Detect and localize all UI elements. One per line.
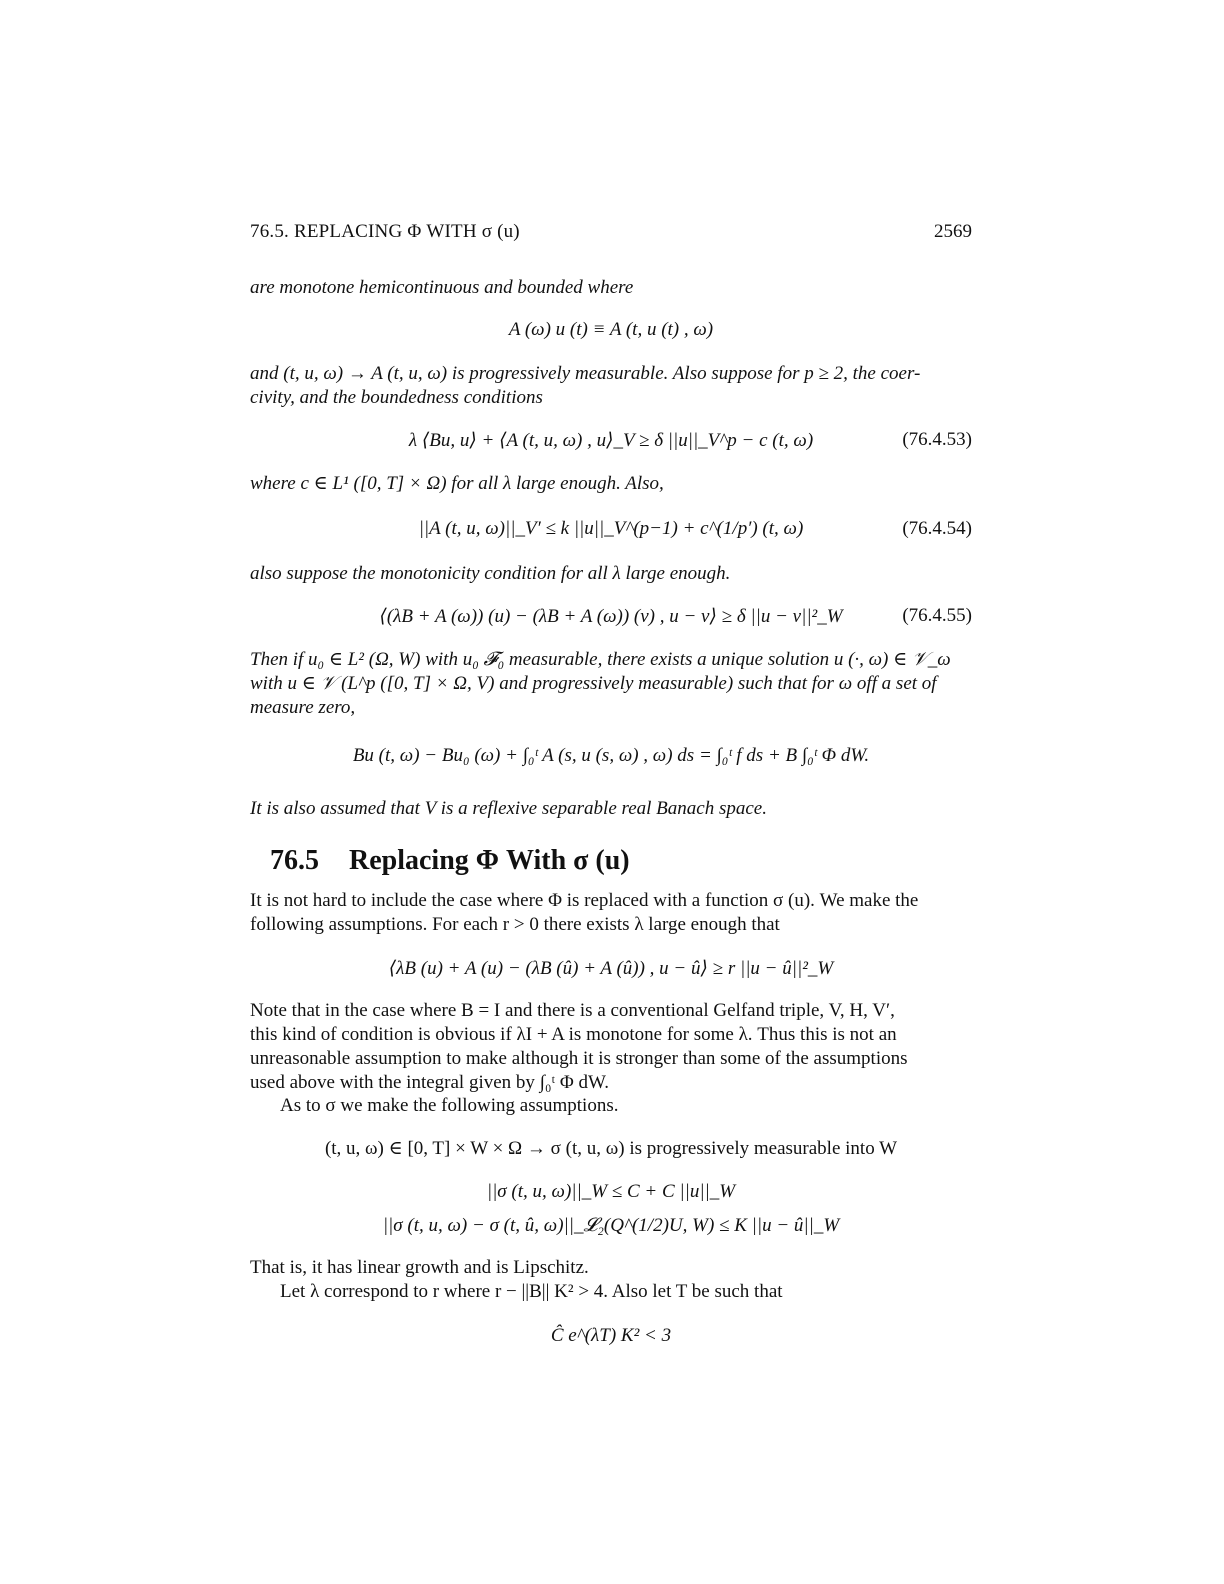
paragraph-lambda-r: Let λ correspond to r where r − ||B|| K² > 4. Also let T be such that bbox=[280, 1281, 783, 1302]
paragraph-intro-sigma bbox=[250, 889, 972, 937]
section-number: 76.5 bbox=[270, 845, 319, 876]
paragraph-line: this kind of condition is obvious if λI + A is monotone for some λ. Thus this is not an bbox=[250, 1024, 897, 1045]
paragraph-banach-space: It is also assumed that V is a reflexive separable real Banach space. bbox=[250, 798, 767, 819]
equation-number: (76.4.55) bbox=[902, 605, 972, 626]
paragraph-monotone: are monotone hemicontinuous and bounded where bbox=[250, 277, 634, 298]
equation-sigma-measurable: (t, u, ω) ∈ [0, T] × W × Ω → σ (t, u, ω) is progressively measurable into W bbox=[324, 1138, 898, 1159]
section-title: Replacing Φ With σ (u) bbox=[349, 845, 630, 876]
running-head-text: 76.5. REPLACING Φ WITH σ (u) bbox=[250, 221, 520, 242]
paragraph-line: used above with the integral given by ∫₀ᵗ Φ dW. bbox=[250, 1072, 609, 1093]
equation-sigma-growth: ||σ (t, u, ω)||_W ≤ C + C ||u||_W bbox=[486, 1181, 736, 1202]
paragraph-line: with u ∈ 𝒱 (L^p ([0, T] × Ω, V) and progressively measurable) such that for ω off a set of bbox=[250, 673, 937, 694]
paragraph-line: Note that in the case where B = I and there is a conventional Gelfand triple, V, H, V′, bbox=[250, 1000, 895, 1021]
paragraph-line: and (t, u, ω) → A (t, u, ω) is progressively measurable. Also suppose for p ≥ 2, the coer- bbox=[250, 363, 921, 384]
paragraph-line: Then if u₀ ∈ L² (Ω, W) with u₀ 𝓕₀ measurable, there exists a unique solution u (·, ω) ∈ 𝒱_ω bbox=[250, 649, 951, 670]
equation-76-4-55: ⟨(λB + A (ω)) (u) − (λB + A (ω)) (v) , u − v⟩ ≥ δ ||u − v||²_W bbox=[379, 606, 843, 627]
equation-integral: Bu (t, ω) − Bu₀ (ω) + ∫₀ᵗ A (s, u (s, ω) , ω) ds = ∫₀ᵗ f ds + B ∫₀ᵗ Φ dW. bbox=[352, 745, 870, 766]
paragraph-where-c: where c ∈ L¹ ([0, T] × Ω) for all λ large enough. Also, bbox=[250, 473, 664, 494]
paragraph-line: following assumptions. For each r > 0 there exists λ large enough that bbox=[250, 914, 780, 935]
running-head bbox=[250, 221, 520, 243]
page-number: 2569 bbox=[934, 221, 972, 242]
paragraph-line: measure zero, bbox=[250, 697, 356, 718]
equation-number: (76.4.54) bbox=[902, 518, 972, 539]
paragraph-assumptions-sigma: As to σ we make the following assumptions. bbox=[280, 1095, 619, 1116]
paragraph-linear-growth: That is, it has linear growth and is Lipschitz. bbox=[250, 1257, 589, 1278]
equation-final: Ĉ e^(λT) K² < 3 bbox=[550, 1325, 672, 1346]
paragraph-progressively-measurable bbox=[250, 362, 972, 410]
equation-76-4-53: λ ⟨Bu, u⟩ + ⟨A (t, u, ω) , u⟩_V ≥ δ ||u||_V^p − c (t, ω) bbox=[408, 430, 814, 451]
paragraph-monotonicity: also suppose the monotonicity condition for all λ large enough. bbox=[250, 563, 731, 584]
equation-76-4-54: ||A (t, u, ω)||_V′ ≤ k ||u||_V^(p−1) + c^(1/p′) (t, ω) bbox=[418, 518, 804, 539]
equation-A-omega: A (ω) u (t) ≡ A (t, u (t) , ω) bbox=[508, 319, 714, 340]
paragraph-gelfand-triple bbox=[250, 999, 972, 1095]
paragraph-line: unreasonable assumption to make although it is stronger than some of the assumptions bbox=[250, 1048, 908, 1069]
paragraph-theorem-statement bbox=[250, 648, 972, 720]
equation-number: (76.4.53) bbox=[902, 429, 972, 450]
section-heading bbox=[270, 845, 630, 877]
equation-sigma-lipschitz: ||σ (t, u, ω) − σ (t, û, ω)||_𝓛₂(Q^(1/2)U, W) ≤ K ||u − û||_W bbox=[382, 1215, 840, 1236]
paragraph-line: civity, and the boundedness conditions bbox=[250, 387, 543, 408]
equation-monotone-r: ⟨λB (u) + A (u) − (λB (û) + A (û)) , u − û⟩ ≥ r ||u − û||²_W bbox=[388, 958, 834, 979]
paragraph-line: It is not hard to include the case where Φ is replaced with a function σ (u). We make the bbox=[250, 890, 919, 911]
